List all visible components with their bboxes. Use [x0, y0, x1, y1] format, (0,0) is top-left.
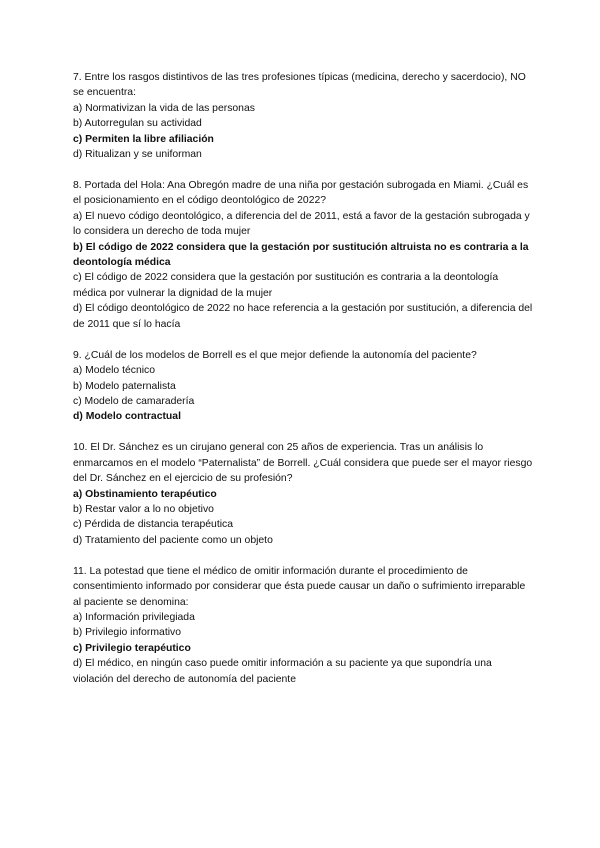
question-stem: 7. Entre los rasgos distintivos de las tres profesiones típicas (medicina, derecho y sacerdocio), NO se encuentra:: [73, 72, 526, 99]
correct-answer-option: a) Obstinamiento terapéutico: [73, 488, 217, 500]
answer-option: c) Modelo de camaradería: [73, 395, 195, 407]
question-8: [73, 178, 533, 332]
answer-option: a) Normativizan la vida de las personas: [73, 102, 255, 114]
answer-option: b) Privilegio informativo: [73, 627, 181, 639]
question-stem: 11. La potestad que tiene el médico de omitir información durante el procedimiento de consentimiento informado por considerar que ésta puede causar un daño o sufrimiento irreparable al paciente se denomina:: [73, 565, 526, 608]
answer-option: a) El nuevo código deontológico, a diferencia del de 2011, está a favor de la gestación subrogada y lo considera un derecho de toda mujer: [73, 210, 530, 238]
answer-option: d) Ritualizan y se uniforman: [73, 149, 202, 161]
answer-option: d) El médico, en ningún caso puede omitir información a su paciente ya que supondría una violación del derecho de autonomía del paciente: [73, 658, 492, 685]
answer-option: a) Información privilegiada: [73, 611, 195, 623]
correct-answer-option: b) El código de 2022 considera que la gestación por sustitución altruista no es contraria a la deontología médica: [73, 241, 529, 269]
question-list: [73, 70, 533, 703]
question-9: [73, 348, 533, 425]
question-stem: 8. Portada del Hola: Ana Obregón madre de una niña por gestación subrogada en Miami. ¿Cuál es el posicionamiento en el código deontológico de 2022?: [73, 180, 529, 207]
answer-option: b) Autorregulan su actividad: [73, 118, 202, 130]
answer-option: c) El código de 2022 considera que la gestación por sustitución es contraria a la deontología médica por vulnerar la dignidad de la mujer: [73, 272, 499, 299]
answer-option: d) El código deontológico de 2022 no hace referencia a la gestación por sustitución, a diferencia del de 2011 que sí lo hacía: [73, 303, 533, 330]
question-7: [73, 70, 533, 162]
question-stem: 10. El Dr. Sánchez es un cirujano general con 25 años de experiencia. Tras un análisis lo enmarcamos en el modelo “Paternalista” de Borrell. ¿Cuál considera que puede ser el mayor riesgo del Dr. Sánchez en el ejercicio de su profesión?: [73, 442, 533, 485]
answer-option: d) Tratamiento del paciente como un objeto: [73, 534, 273, 546]
answer-option: b) Modelo paternalista: [73, 380, 176, 392]
answer-option: a) Modelo técnico: [73, 365, 156, 377]
correct-answer-option: c) Permiten la libre afiliación: [73, 133, 214, 145]
correct-answer-option: c) Privilegio terapéutico: [73, 642, 191, 654]
question-10: [73, 440, 533, 548]
answer-option: c) Pérdida de distancia terapéutica: [73, 519, 233, 531]
question-11: [73, 564, 533, 687]
question-stem: 9. ¿Cuál de los modelos de Borrell es el que mejor defiende la autonomía del paciente?: [73, 349, 477, 361]
correct-answer-option: d) Modelo contractual: [73, 411, 181, 423]
answer-option: b) Restar valor a lo no objetivo: [73, 503, 214, 515]
